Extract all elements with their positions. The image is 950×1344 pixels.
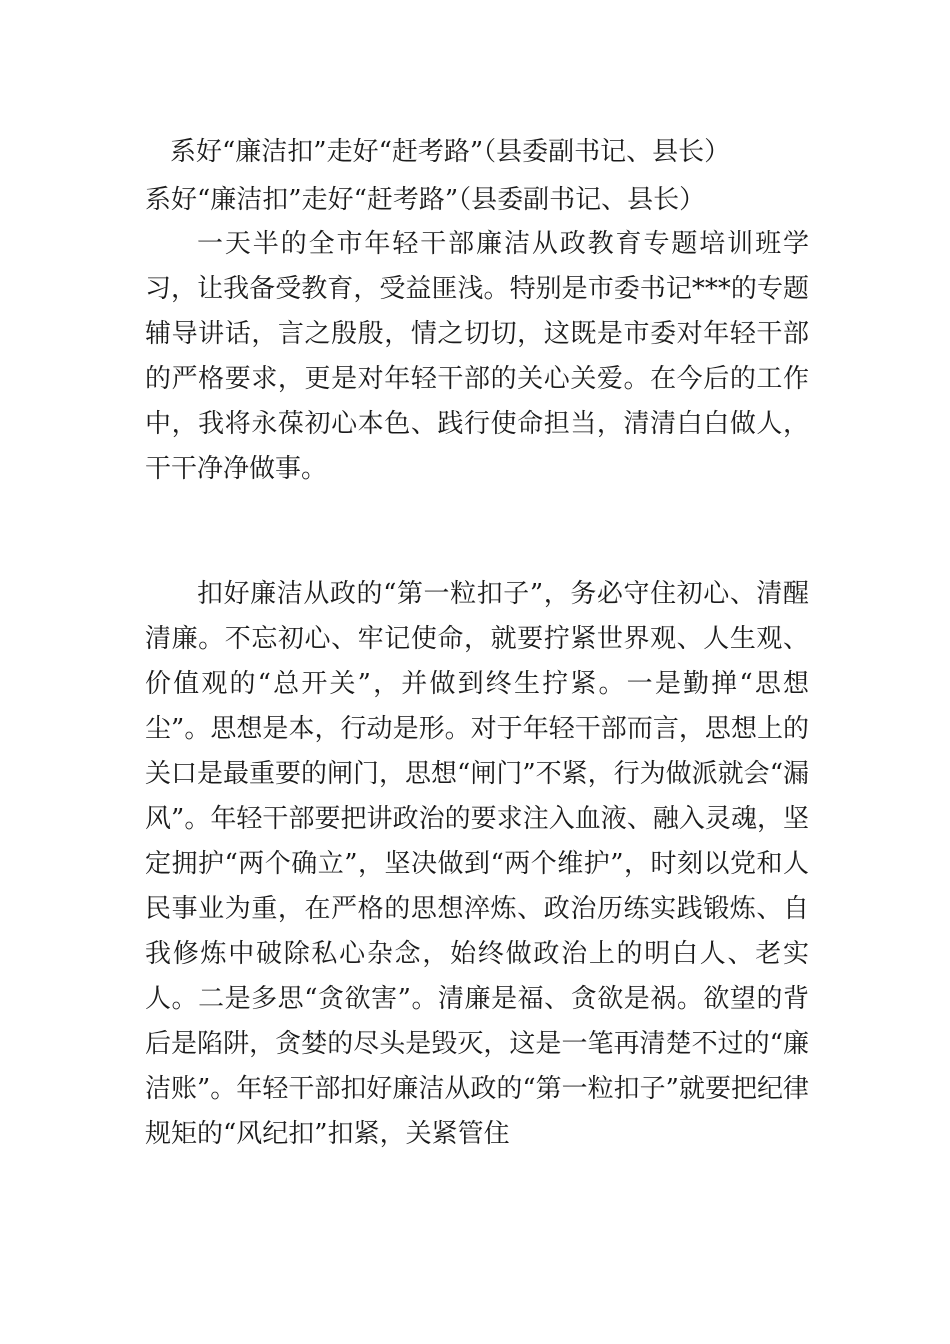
document-title-line-1: 系好“廉洁扣”走好“赶考路”（县委副书记、县长） xyxy=(170,137,731,167)
document-title-line-2: 系好“廉洁扣”走好“赶考路”（县委副书记、县长） xyxy=(145,185,706,215)
body-paragraph-1: 一天半的全市年轻干部廉洁从政教育专题培训班学习，让我备受教育，受益匪浅。特别是市委书记***的专题辅导讲话，言之殷殷，情之切切，这既是市委对年轻干部的严格要求，更是对年轻干部的关心关爱。在今后的工作中，我将永葆初心本色、践行使命担当，清清白白做人，干干净净做事。 xyxy=(145,229,809,484)
body-paragraph-2: 扣好廉洁从政的“第一粒扣子”，务必守住初心、清醒清廉。不忘初心、牢记使命，就要拧紧世界观、人生观、价值观的“总开关”，并做到终生拧紧。一是勤掸“思想尘”。思想是本，行动是形。对于年轻干部而言，思想上的关口是最重要的闸门，思想“闸门”不紧，行为做派就会“漏风”。年轻干部要把讲政治的要求注入血液、融入灵魂，坚定拥护“两个确立”，坚决做到“两个维护”，时刻以党和人民事业为重，在严格的思想淬炼、政治历练实践锻炼、自我修炼中破除私心杂念，始终做政治上的明白人、老实人。二是多思“贪欲害”。清廉是福、贪欲是祸。欲望的背后是陷阱，贪婪的尽头是毁灭，这是一笔再清楚不过的“廉洁账”。年轻干部扣好廉洁从政的“第一粒扣子”就要把纪律规矩的“风纪扣”扣紧，关紧管住 xyxy=(145,579,809,1149)
